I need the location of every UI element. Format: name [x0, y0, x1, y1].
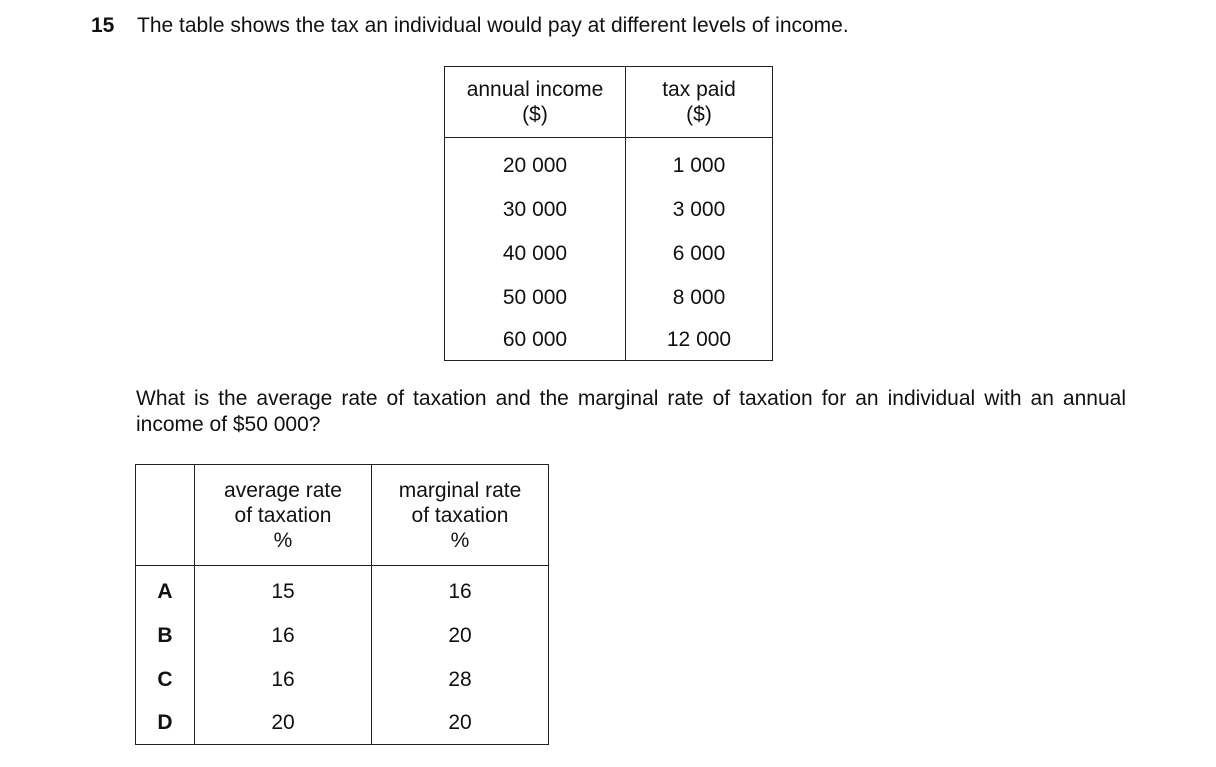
option-letter: C	[136, 658, 195, 702]
income-cell: 40 000	[445, 232, 626, 276]
tax-cell: 6 000	[626, 232, 773, 276]
header-average-rate-line1: average rate	[224, 478, 342, 502]
table-row	[445, 188, 773, 232]
table-row	[445, 276, 773, 320]
option-letter: A	[136, 566, 195, 615]
table-row	[445, 320, 773, 361]
header-average-rate	[195, 465, 372, 566]
marginal-rate-value: 16	[372, 566, 549, 615]
header-annual-income	[445, 67, 626, 138]
income-cell: 30 000	[445, 188, 626, 232]
header-tax-paid	[626, 67, 773, 138]
answer-options-table	[135, 464, 549, 745]
average-rate-value: 16	[195, 614, 372, 658]
header-marginal-rate-line2: of taxation	[411, 503, 509, 527]
income-cell: 50 000	[445, 276, 626, 320]
question-prompt: What is the average rate of taxation and the marginal rate of taxation for an individual with an annual income of $50 000?	[136, 387, 1126, 436]
marginal-rate-value: 28	[372, 658, 549, 702]
average-rate-value: 20	[195, 702, 372, 745]
header-marginal-rate-line1: marginal rate	[398, 478, 522, 502]
table-row	[445, 138, 773, 189]
answer-option-row[interactable]	[136, 614, 549, 658]
header-tax-paid-label: tax paid	[662, 78, 736, 101]
question-number: 15	[91, 14, 115, 37]
header-average-rate-unit: %	[273, 528, 293, 552]
header-average-rate-line2: of taxation	[234, 503, 332, 527]
average-rate-value: 16	[195, 658, 372, 702]
option-letter: B	[136, 614, 195, 658]
answer-table-header-row	[136, 465, 549, 566]
tax-cell: 12 000	[626, 320, 773, 361]
header-marginal-rate-unit: %	[450, 528, 470, 552]
income-cell: 20 000	[445, 138, 626, 189]
income-cell: 60 000	[445, 320, 626, 361]
header-tax-paid-unit: ($)	[686, 103, 712, 126]
marginal-rate-value: 20	[372, 614, 549, 658]
header-annual-income-label: annual income	[466, 78, 604, 101]
tax-table-header-row	[445, 67, 773, 138]
tax-cell: 1 000	[626, 138, 773, 189]
tax-cell: 3 000	[626, 188, 773, 232]
table-row	[445, 232, 773, 276]
question-stem: The table shows the tax an individual would pay at different levels of income.	[137, 14, 849, 37]
answer-option-row[interactable]	[136, 658, 549, 702]
tax-cell: 8 000	[626, 276, 773, 320]
answer-option-row[interactable]	[136, 566, 549, 615]
header-option-letter	[136, 465, 195, 566]
tax-table	[444, 66, 773, 361]
marginal-rate-value: 20	[372, 702, 549, 745]
average-rate-value: 15	[195, 566, 372, 615]
header-annual-income-unit: ($)	[522, 103, 548, 126]
option-letter: D	[136, 702, 195, 745]
header-marginal-rate	[372, 465, 549, 566]
answer-option-row[interactable]	[136, 702, 549, 745]
